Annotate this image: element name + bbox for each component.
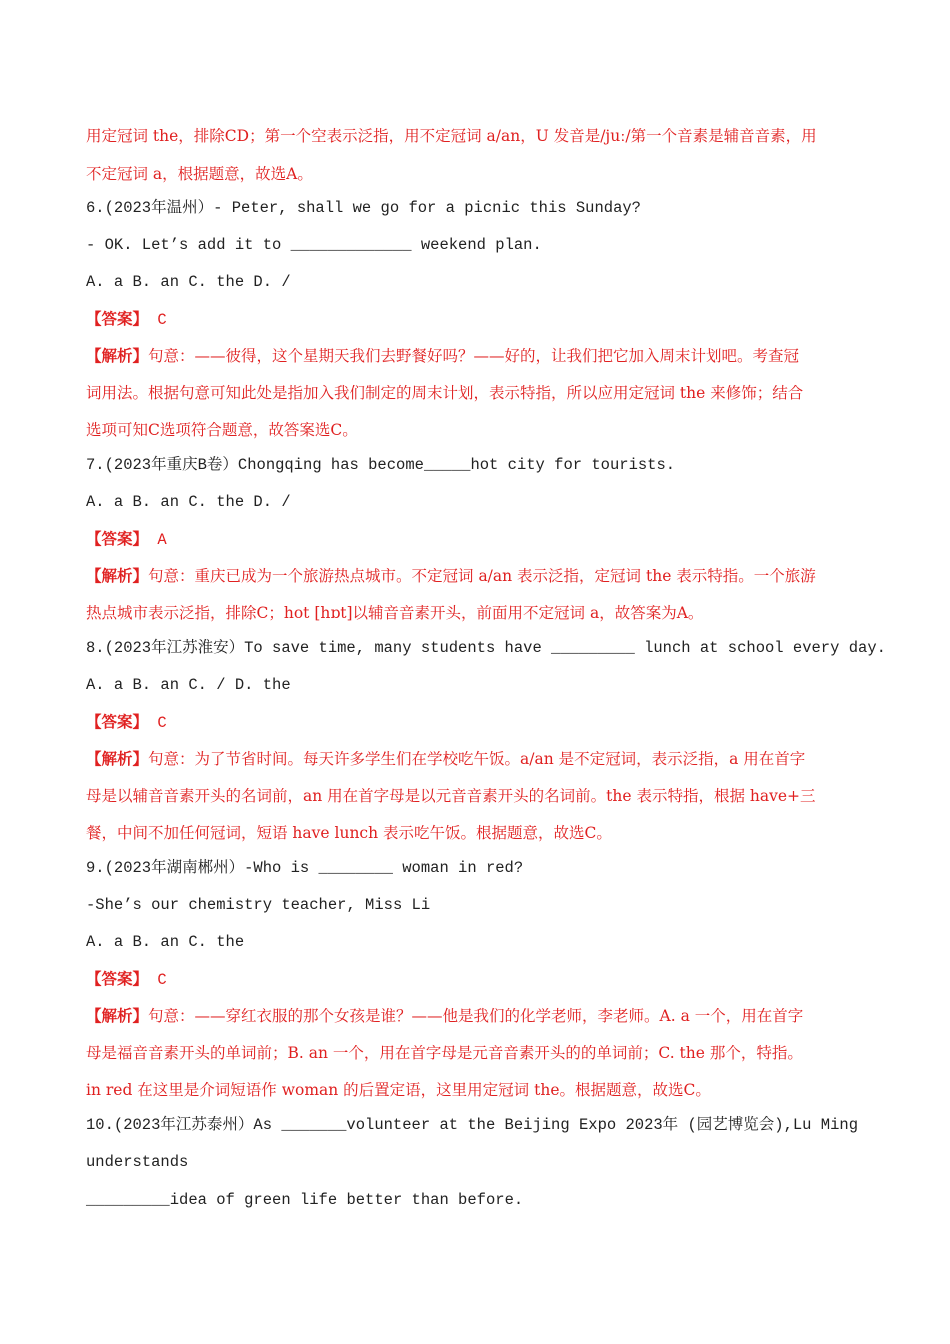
- explanation-text: 句意：——彼得，这个星期天我们去野餐好吗？——好的，让我们把它加入周末计划吧。考查冠: [148, 347, 800, 365]
- answer-label: 【答案】: [86, 529, 149, 548]
- question-8-explanation-2: 母是以辅音音素开头的名词前，an 用在首字母是以元音音素开头的名词前。the 表示特指，根据 have+三: [86, 787, 816, 805]
- question-9-explanation-3: in red 在这里是介词短语作 woman 的后置定语，这里用定冠词 the。根据题意，故选C。: [86, 1081, 711, 1099]
- question-7-explanation-2: 热点城市表示泛指，排除C；hot [hɒt]以辅音音素开头，前面用不定冠词 a，故答案为A。: [86, 604, 704, 622]
- question-9-line-2: -She’s our chemistry teacher, Miss Li: [86, 896, 431, 914]
- question-8-explanation-3: 餐，中间不加任何冠词，短语 have lunch 表示吃午饭。根据题意，故选C。: [86, 824, 612, 842]
- question-8-stem: 8.(2023年江苏淮安）To save time, many students have _________ lunch at school every day.: [86, 639, 886, 657]
- prev-explanation-line-1: 用定冠词 the，排除CD；第一个空表示泛指，用不定冠词 a/an，U 发音是/juː/第一个音素是辅音音素，用: [86, 127, 817, 145]
- question-8-explanation-1: [86, 749, 876, 769]
- question-10-line-3: _________idea of green life better than before.: [86, 1191, 524, 1209]
- question-10-stem: 10.(2023年江苏泰州）As _______volunteer at the Beijing Expo 2023年 (园艺博览会),Lu Ming: [86, 1116, 858, 1134]
- explanation-label: 【解析】: [86, 346, 149, 365]
- question-7-options: A. a B. an C. the D. /: [86, 493, 291, 511]
- explanation-label: 【解析】: [86, 1006, 149, 1025]
- answer-value: A: [148, 531, 167, 549]
- question-6-explanation-3: 选项可知C选项符合题意，故答案选C。: [86, 421, 358, 439]
- question-7-explanation-1: [86, 566, 876, 586]
- question-6-line-2: - OK. Let’s add it to _____________ weekend plan.: [86, 236, 542, 254]
- question-6-options: A. a B. an C. the D. /: [86, 273, 291, 291]
- question-7-answer: [86, 529, 876, 549]
- explanation-label: 【解析】: [86, 749, 149, 768]
- question-6-explanation-1: [86, 346, 876, 366]
- question-7-stem: 7.(2023年重庆B卷）Chongqing has become_____hot city for tourists.: [86, 456, 676, 474]
- question-10-line-2: understands: [86, 1153, 189, 1171]
- explanation-label: 【解析】: [86, 566, 149, 585]
- answer-value: C: [148, 311, 167, 329]
- answer-label: 【答案】: [86, 309, 149, 328]
- explanation-text: 句意：——穿红衣服的那个女孩是谁？——他是我们的化学老师，李老师。A. a 一个，用在首字: [148, 1007, 804, 1025]
- question-6-answer: [86, 309, 876, 329]
- answer-label: 【答案】: [86, 712, 149, 731]
- question-9-options: A. a B. an C. the: [86, 933, 245, 951]
- question-9-stem: 9.(2023年湖南郴州）-Who is ________ woman in red?: [86, 859, 524, 877]
- question-9-answer: [86, 969, 876, 989]
- question-9-explanation-2: 母是福音音素开头的单词前；B. an 一个，用在首字母是元音音素开头的的单词前；C. the 那个，特指。: [86, 1044, 803, 1062]
- answer-value: C: [148, 714, 167, 732]
- question-6-stem: 6.(2023年温州）- Peter, shall we go for a picnic this Sunday?: [86, 199, 641, 217]
- prev-explanation-line-2: 不定冠词 a，根据题意，故选A。: [86, 165, 313, 183]
- answer-value: C: [148, 971, 167, 989]
- answer-label: 【答案】: [86, 969, 149, 988]
- question-8-options: A. a B. an C. / D. the: [86, 676, 291, 694]
- question-8-answer: [86, 712, 876, 732]
- explanation-text: 句意：为了节省时间。每天许多学生们在学校吃午饭。a/an 是不定冠词，表示泛指，a 用在首字: [148, 750, 806, 768]
- question-9-explanation-1: [86, 1006, 876, 1026]
- question-6-explanation-2: 词用法。根据句意可知此处是指加入我们制定的周末计划，表示特指，所以应用定冠词 the 来修饰；结合: [86, 384, 804, 402]
- explanation-text: 句意：重庆已成为一个旅游热点城市。不定冠词 a/an 表示泛指，定冠词 the 表示特指。一个旅游: [148, 567, 816, 585]
